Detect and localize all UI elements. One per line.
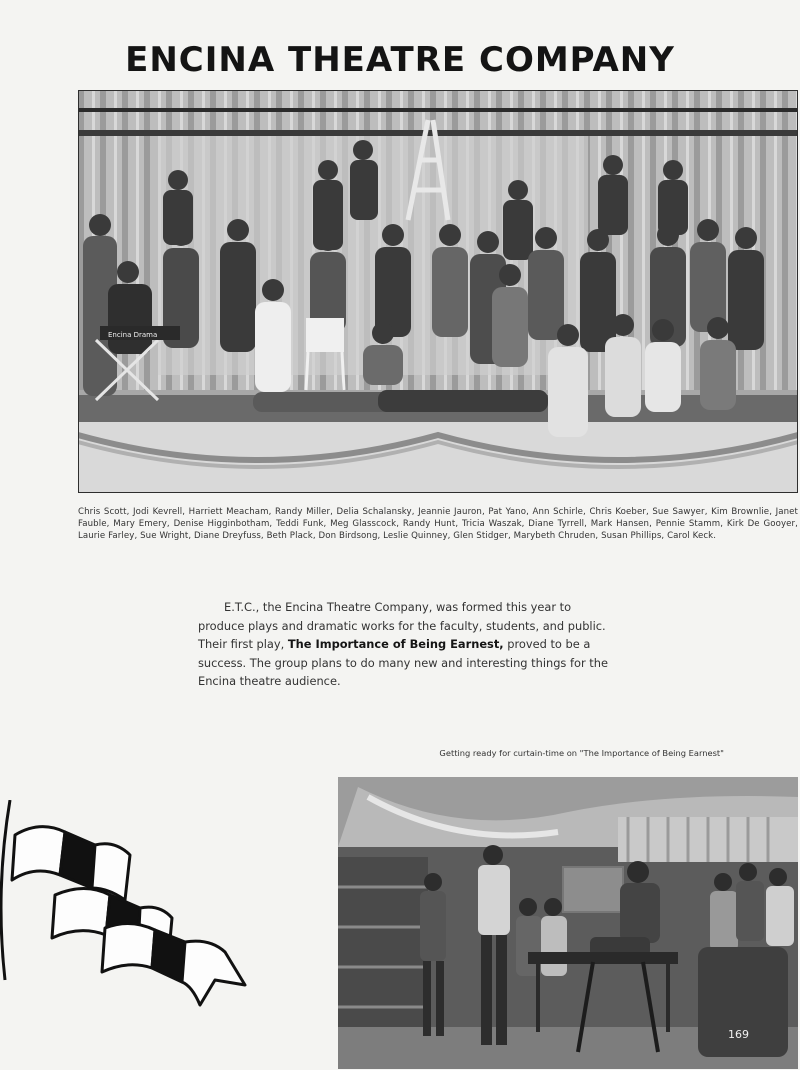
chair-label: Encina Drama — [108, 331, 158, 339]
play-title: The Importance of Being Earnest, — [287, 637, 504, 652]
backstage-photo — [338, 777, 798, 1069]
group-photo — [78, 90, 798, 493]
article-text-after: proved to be a success. The group plans to do many new and interesting things for the Encina theatre audience. — [198, 637, 608, 689]
article-text-before: E.T.C., the Encina Theatre Company, was formed this year to produce plays and dramatic works for the faculty, students, and public. Their first play, — [198, 600, 606, 652]
article-text — [198, 598, 610, 691]
page-title: ENCINA THEATRE COMPANY — [125, 40, 675, 80]
photo2-caption: Getting ready for curtain-time on "The Importance of Being Earnest" — [439, 748, 724, 758]
photo-caption-names: Chris Scott, Jodi Kevrell, Harriett Meacham, Randy Miller, Delia Schalansky, Jeannie Jauron, Pat Yano, Ann Schirle, Chris Koeber, Sue Sawyer, Kim Brownlie, Janet Fauble, Mary Emery, Denise Higginbotham, Teddi Funk, Meg Glasscock, Randy Hunt, Tricia Waszak, Diane Tyrrell, Mark Hansen, Pennie Stamm, Kirk De Gooyer, Laurie Farley, Sue Wright, Diane Dreyfuss, Beth Plack, Don Birdsong, Leslie Quinney, Glen Stidger, Marybeth Chruden, Susan Phillips, Carol Keck. — [78, 507, 798, 542]
ribbon-illustration — [0, 800, 250, 1015]
page-number: 169 — [728, 1028, 749, 1041]
